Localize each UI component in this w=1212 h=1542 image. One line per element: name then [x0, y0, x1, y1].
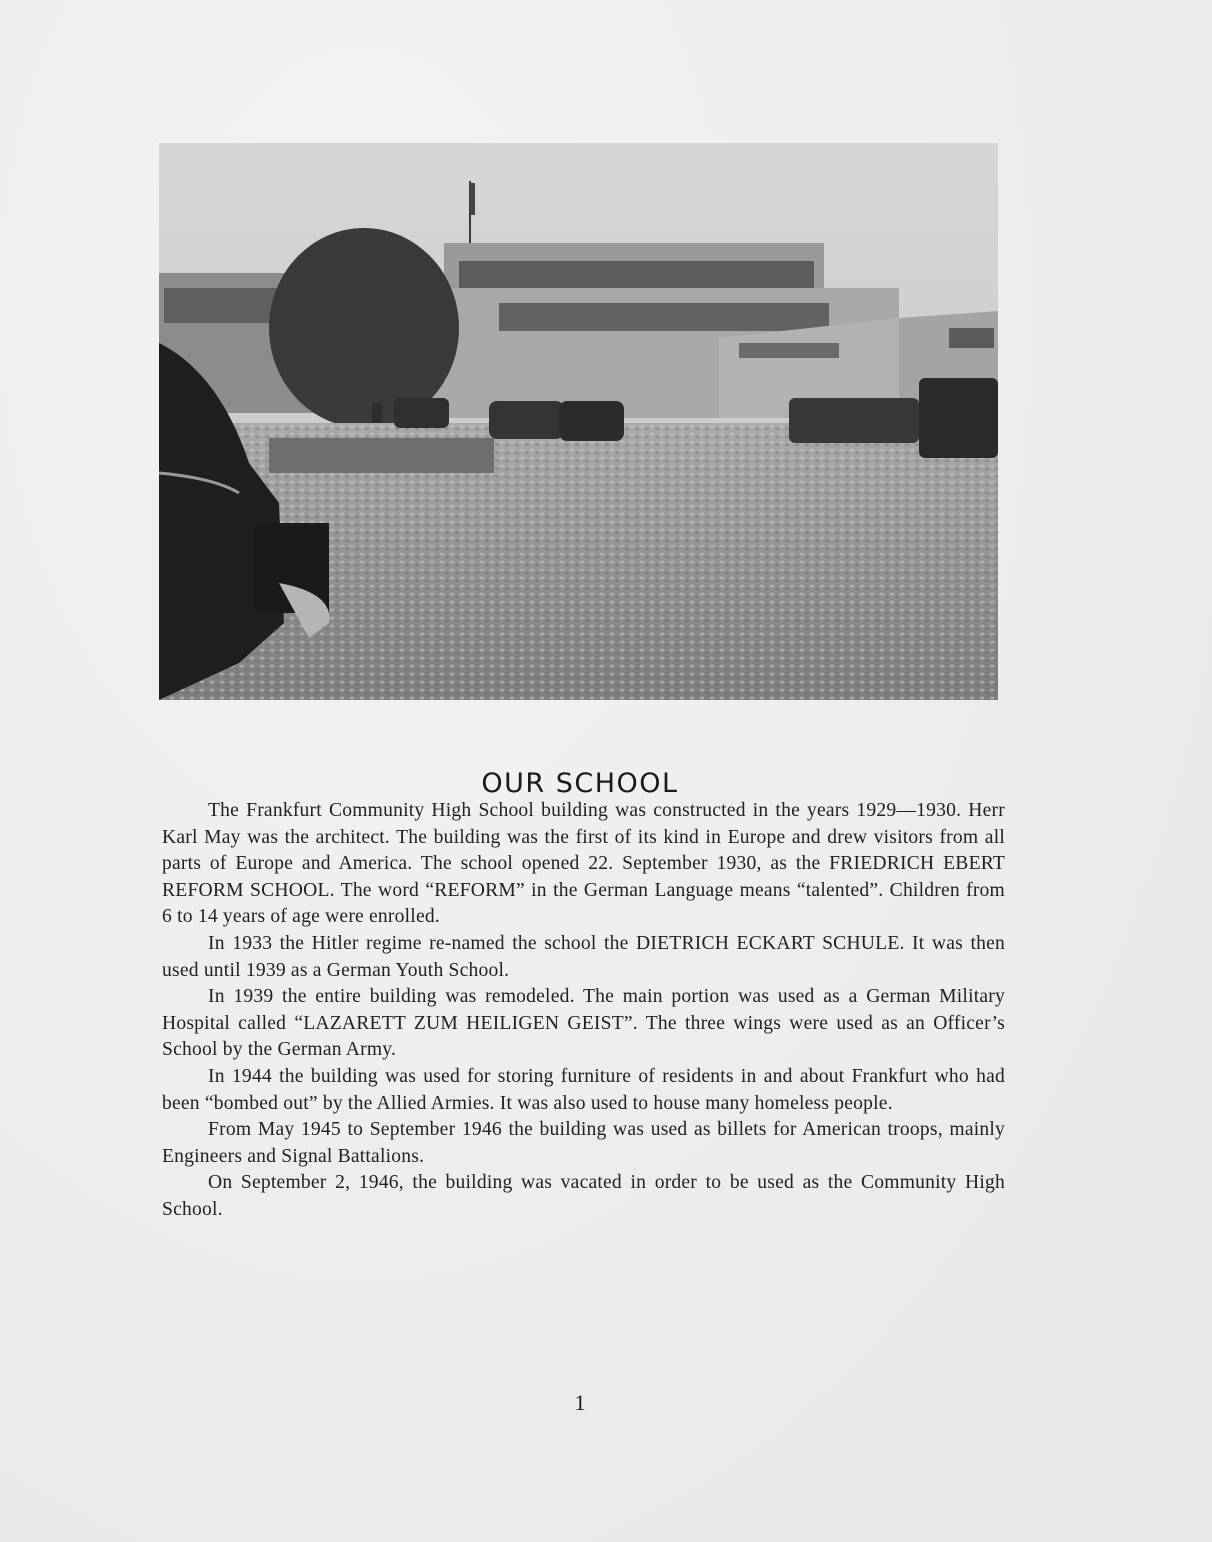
paragraph-history-construction: The Frankfurt Community High School building was constructed in the years 1929—1930. Herr Karl May was the architect. The building was the first of its kind in Europe and drew visitors from all parts of Europe and America. The school opened 22. September 1930, as the FRIEDRICH EBERT REFORM SCHOOL. The word “REFORM” in the German Language means “talented”. Children from 6 to 14 years of age were enrolled. — [162, 800, 1005, 928]
page-number: 1 — [574, 1390, 586, 1415]
page-title: OUR SCHOOL — [481, 768, 679, 800]
paragraph-history-1946: On September 2, 1946, the building was vacated in order to be used as the Community High School. — [162, 1172, 1005, 1220]
paragraph-history-1939: In 1939 the entire building was remodeled. The main portion was used as a German Military Hospital called “LAZARETT ZUM HEILIGEN GEIST”. The three wings were used as an Officer’s School by the German Army. — [162, 986, 1005, 1061]
school-photo — [159, 143, 998, 700]
paragraph-history-1945: From May 1945 to September 1946 the building was used as billets for American troops, mainly Engineers and Signal Battalions. — [162, 1119, 1005, 1167]
school-building-illustration — [159, 143, 998, 700]
paragraph-history-1944: In 1944 the building was used for storing furniture of residents in and about Frankfurt who had been “bombed out” by the Allied Armies. It was also used to house many homeless people. — [162, 1065, 1005, 1114]
article-body — [162, 798, 1005, 1224]
paragraph-history-1933: In 1933 the Hitler regime re-named the school the DIETRICH ECKART SCHULE. It was then used until 1939 as a German Youth School. — [162, 932, 1005, 981]
